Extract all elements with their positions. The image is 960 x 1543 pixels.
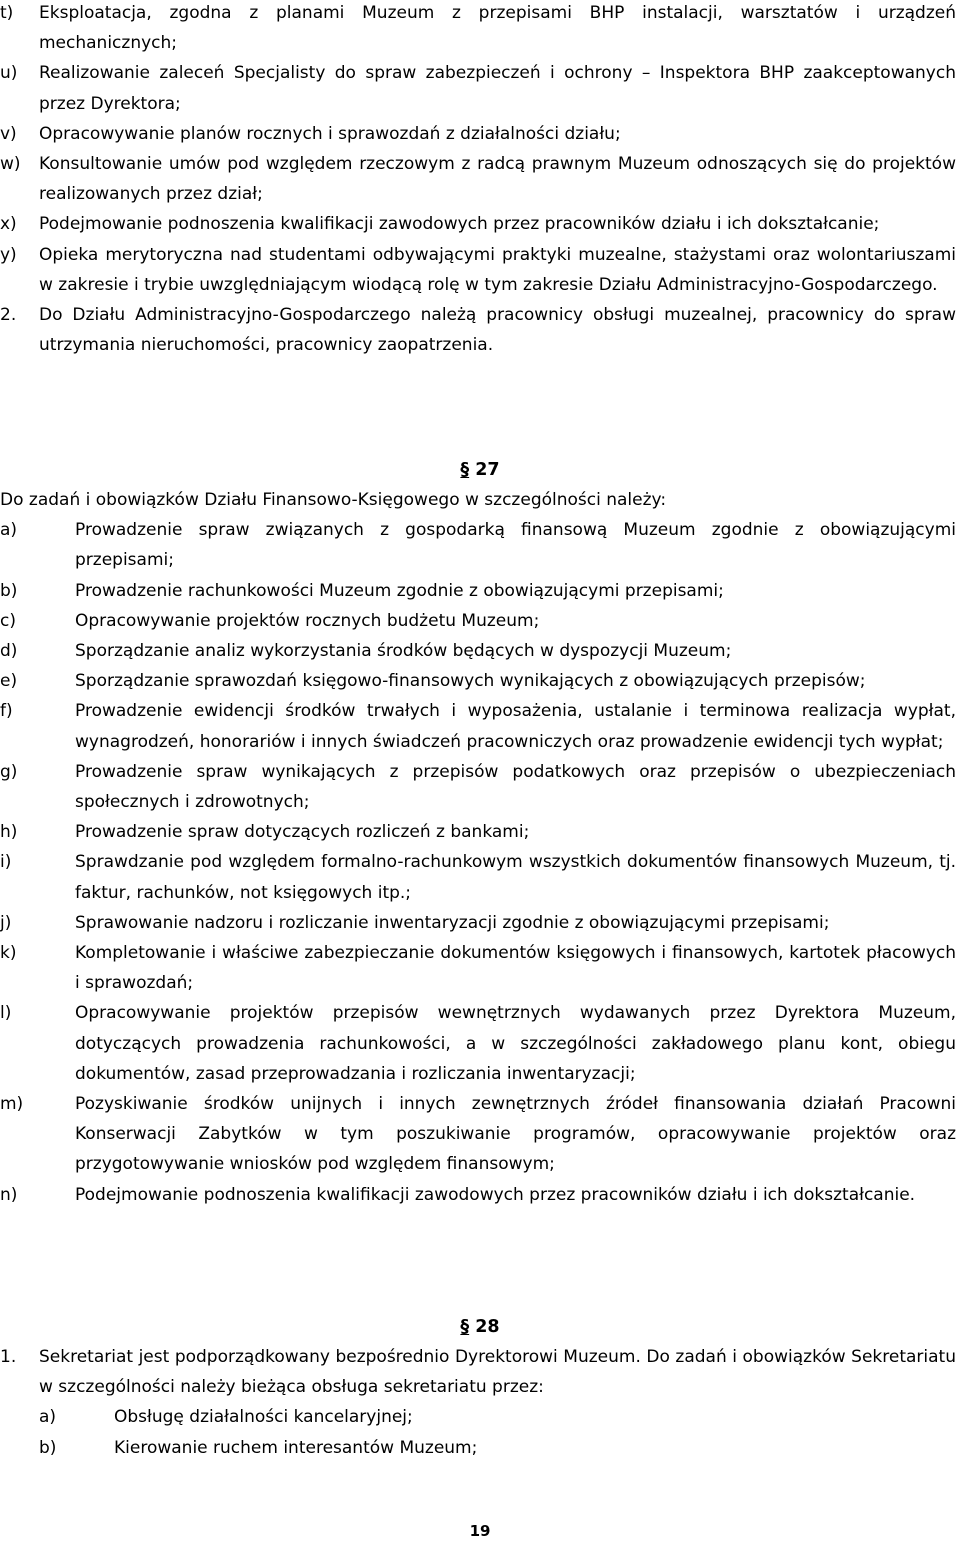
- list-item: [0, 847, 956, 907]
- section-28-body: [0, 1342, 956, 1463]
- list-item-text: Prowadzenie ewidencji środków trwałych i wyposażenia, ustalanie i terminowa realizacja wypłat, wynagrodzeń, honorariów i innych świadczeń pracowniczych oraz prowadzenie ewidencji tych wypłat;: [75, 701, 956, 752]
- section-27-intro: Do zadań i obowiązków Działu Finansowo-Księgowego w szczególności należy:: [0, 490, 667, 510]
- list-item-label: t): [0, 3, 14, 23]
- list-item: [0, 696, 956, 756]
- list-item-text: Kierowanie ruchem interesantów Muzeum;: [114, 1437, 478, 1458]
- list-item-label: b): [39, 1437, 57, 1458]
- point-1-label: 1.: [0, 1347, 17, 1367]
- list-item-label: e): [0, 671, 18, 692]
- list-item-label: y): [0, 244, 17, 265]
- list-item: [0, 515, 956, 575]
- list-item-text: Prowadzenie spraw związanych z gospodarką finansową Muzeum zgodnie z obowiązującymi przepisami;: [75, 520, 956, 571]
- list-item-text: Podejmowanie podnoszenia kwalifikacji zawodowych przez pracowników działu i ich dokształcanie;: [39, 214, 880, 235]
- list-item-text: Prowadzenie spraw wynikających z przepisów podatkowych oraz przepisów o ubezpieczeniach społecznych i zdrowotnych;: [75, 761, 956, 813]
- list-item-label: w): [0, 154, 21, 175]
- list-item: [0, 938, 956, 998]
- list-item-text: Obsługę działalności kancelaryjnej;: [114, 1407, 413, 1428]
- list-item-text: Sporządzanie analiz wykorzystania środków będących w dyspozycji Muzeum;: [75, 641, 732, 662]
- list-item-label: n): [0, 1184, 18, 1205]
- list-item-label: m): [0, 1094, 24, 1115]
- list-item-label: i): [0, 852, 12, 873]
- list-item-label: g): [0, 761, 18, 782]
- list-item-text: Sprawowanie nadzoru i rozliczanie inwentaryzacji zgodnie z obowiązującymi przepisami;: [75, 912, 830, 933]
- list-item-label: f): [0, 701, 13, 722]
- section-sign: §: [460, 460, 470, 480]
- list-item-text: Konsultowanie umów pod względem rzeczowym z radcą prawnym Muzeum odnoszących się do projektów realizowanych przez dział;: [39, 154, 956, 205]
- list-item-text: Prowadzenie spraw dotyczących rozliczeń z bankami;: [75, 822, 530, 843]
- list-item-text: Eksploatacja, zgodna z planami Muzeum z przepisami BHP instalacji, warsztatów i urządzeń mechanicznych;: [39, 3, 956, 54]
- list-item: [0, 606, 956, 636]
- list-item: [0, 149, 956, 209]
- point-2-label: 2.: [0, 305, 17, 326]
- list-item: [0, 0, 956, 58]
- list-item-label: j): [0, 912, 12, 933]
- list-item: [0, 1180, 956, 1210]
- section-sign: §: [460, 1317, 470, 1337]
- list-item: [0, 209, 956, 239]
- list-item-text: Realizowanie zaleceń Specjalisty do spraw zabezpieczeń i ochrony – Inspektora BHP zaakceptowanych przez Dyrektora;: [39, 63, 956, 114]
- list-item: [0, 666, 956, 696]
- list-item: [0, 58, 956, 118]
- list-item-label: d): [0, 641, 18, 662]
- list-item-label: x): [0, 214, 17, 235]
- list-item-text: Sprawdzanie pod względem formalno-rachunkowym wszystkich dokumentów finansowych Muzeum, tj. faktur, rachunków, not księgowych itp.;: [75, 852, 956, 903]
- list-item-text: Prowadzenie rachunkowości Muzeum zgodnie z obowiązującymi przepisami;: [75, 580, 724, 601]
- list-item-text: Opracowywanie projektów przepisów wewnętrznych wydawanych przez Dyrektora Muzeum, dotyczących prowadzenia rachunkowości, a w szczególności zakładowego planu kont, obiegu dokumentów, zasad przeprowadzania i rozliczania inwentaryzacji;: [75, 1003, 956, 1084]
- list-item: [0, 908, 956, 938]
- list-item-text: Pozyskiwanie środków unijnych i innych zewnętrznych źródeł finansowania działań Pracowni Konserwacji Zabytków w tym poszukiwanie programów, opracowywanie projektów oraz przygotowywanie wniosków pod względem finansowym;: [75, 1094, 956, 1175]
- list-item-text: Opieka merytoryczna nad studentami odbywającymi praktyki muzealne, stażystami oraz wolontariuszami w zakresie i trybie uwzględniającym wiodącą rolę w tym zakresie Działu Administracyjno-Gospodarczego.: [39, 244, 956, 295]
- list-item-text: Opracowywanie planów rocznych i sprawozdań z działalności działu;: [39, 123, 621, 144]
- list-item-text: Kompletowanie i właściwe zabezpieczanie dokumentów księgowych i finansowych, kartotek płacowych i sprawozdań;: [75, 943, 956, 994]
- list-item: [0, 757, 956, 817]
- list-item: [0, 119, 956, 149]
- list-item: [0, 576, 956, 606]
- list-item-text: Opracowywanie projektów rocznych budżetu Muzeum;: [75, 610, 540, 631]
- list-item-label: l): [0, 1003, 12, 1024]
- list-item: [0, 240, 956, 300]
- list-item-label: h): [0, 822, 18, 843]
- point-2: [0, 300, 956, 360]
- list-item-label: u): [0, 63, 18, 84]
- section-number: 27: [475, 460, 500, 480]
- list-item-text: Podejmowanie podnoszenia kwalifikacji zawodowych przez pracowników działu i ich dokształcanie.: [75, 1184, 916, 1205]
- list-item-label: b): [0, 580, 18, 601]
- section-28-heading: [0, 1312, 960, 1342]
- list-item: [0, 1433, 956, 1463]
- list-item: [0, 998, 956, 1089]
- section-27-body: [0, 485, 956, 1210]
- list-item: [0, 1089, 956, 1180]
- section-number: 28: [475, 1317, 500, 1337]
- list-item: [0, 636, 956, 666]
- list-item-text: Sporządzanie sprawozdań księgowo-finansowych wynikających z obowiązujących przepisów;: [75, 671, 866, 692]
- list-item-label: v): [0, 123, 17, 144]
- section-28-point-1: [0, 1342, 956, 1402]
- list-item-label: k): [0, 943, 17, 964]
- point-1-text: Sekretariat jest podporządkowany bezpośrednio Dyrektorowi Muzeum. Do zadań i obowiązków Sekretariatu w szczególności należy bieżąca obsługa sekretariatu przez:: [39, 1347, 956, 1398]
- list-item: [0, 817, 956, 847]
- section-27-heading: [0, 455, 960, 485]
- list-item-label: a): [0, 520, 18, 541]
- point-2-text: Do Działu Administracyjno-Gospodarczego należą pracownicy obsługi muzealnej, pracownicy do spraw utrzymania nieruchomości, pracownicy zaopatrzenia.: [39, 305, 956, 356]
- list-item-label: c): [0, 610, 16, 631]
- list-item-label: a): [39, 1407, 57, 1428]
- list-item: [0, 1402, 956, 1432]
- list-continued: [0, 0, 956, 360]
- page-number: 19: [469, 1522, 491, 1540]
